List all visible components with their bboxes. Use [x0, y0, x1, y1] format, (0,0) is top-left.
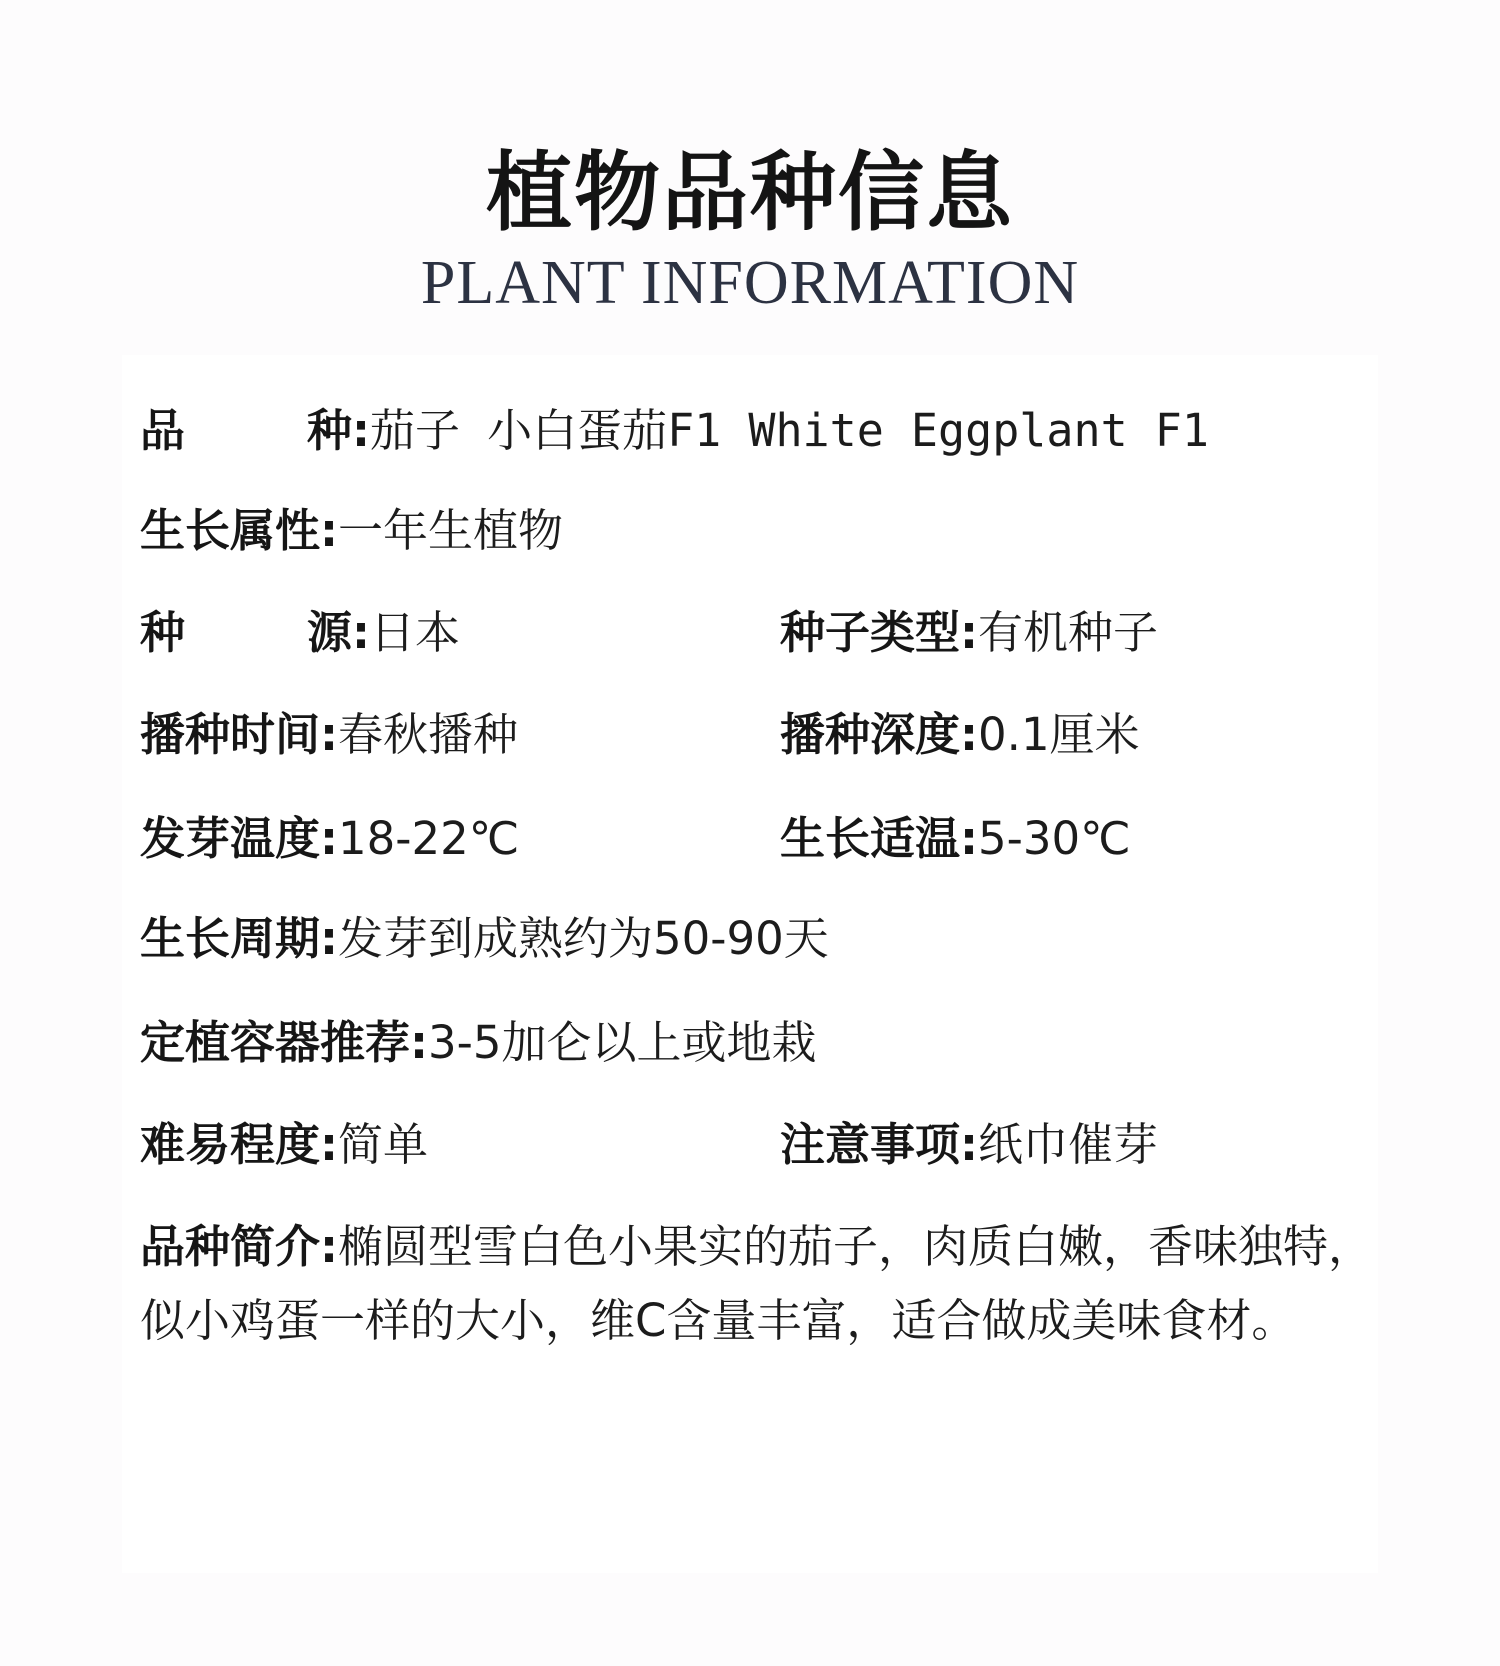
seed-type-label: 种子类型: [780, 606, 961, 659]
notes-label: 注意事项: [780, 1118, 961, 1171]
sowing-depth-label: 播种深度: [780, 708, 961, 761]
field-growth-temp: [780, 806, 1131, 872]
field-seed-type: [780, 600, 1158, 666]
growth-cycle-colon: :: [320, 912, 339, 965]
row-temperature: [140, 806, 1380, 872]
difficulty-value: 简单: [338, 1118, 429, 1171]
germination-temp-label: 发芽温度: [140, 812, 321, 865]
growth-cycle-label: 生长周期: [140, 912, 321, 965]
variety-value: 茄子 小白蛋茄F1 White Eggplant F1: [370, 404, 1209, 457]
germination-temp-value: 18-22℃: [338, 812, 520, 865]
row-variety: [140, 398, 1209, 464]
variety-introduction: [140, 1210, 1380, 1358]
sowing-depth-value: 0.1厘米: [978, 708, 1140, 761]
growth-attribute-label: 生长属性: [140, 504, 321, 557]
growth-temp-label: 生长适温: [780, 812, 961, 865]
sowing-depth-colon: :: [960, 708, 979, 761]
sowing-time-colon: :: [320, 708, 339, 761]
field-origin: [140, 600, 460, 666]
growth-temp-colon: :: [960, 812, 979, 865]
page-subtitle: PLANT INFORMATION: [420, 249, 1080, 317]
growth-attribute-colon: :: [320, 504, 339, 557]
introduction-value: 椭圆型雪白色小果实的茄子，肉质白嫩，香味独特，似小鸡蛋一样的大小，维C含量丰富，适合做成美味食材。: [140, 1220, 1374, 1347]
variety-colon: :: [352, 404, 370, 457]
seed-type-colon: :: [960, 606, 979, 659]
seed-type-value: 有机种子: [978, 606, 1159, 659]
introduction-colon: :: [320, 1220, 339, 1273]
row-difficulty-notes: [140, 1112, 1380, 1178]
variety-label: 品种: [140, 404, 352, 457]
germination-temp-colon: :: [320, 812, 339, 865]
field-sowing-depth: [780, 702, 1140, 768]
row-origin-seed-type: [140, 600, 1380, 666]
origin-colon: :: [352, 606, 370, 659]
row-growth-cycle: [140, 906, 829, 972]
page-title: 植物品种信息: [486, 143, 1014, 243]
notes-colon: :: [960, 1118, 979, 1171]
field-notes: [780, 1112, 1158, 1178]
field-difficulty: [140, 1112, 428, 1178]
origin-label: 种源: [140, 606, 352, 659]
field-sowing-time: [140, 702, 518, 768]
growth-temp-value: 5-30℃: [978, 812, 1131, 865]
difficulty-colon: :: [320, 1118, 339, 1171]
introduction-label: 品种简介: [140, 1220, 321, 1273]
sowing-time-label: 播种时间: [140, 708, 321, 761]
sowing-time-value: 春秋播种: [338, 708, 519, 761]
container-colon: :: [410, 1016, 429, 1069]
container-label: 定植容器推荐: [140, 1016, 411, 1069]
row-growth-attribute: [140, 498, 563, 564]
container-value: 3-5加仑以上或地栽: [428, 1016, 817, 1069]
notes-value: 纸巾催芽: [978, 1118, 1159, 1171]
row-container: [140, 1010, 817, 1076]
growth-attribute-value: 一年生植物: [338, 504, 564, 557]
origin-value: 日本: [370, 606, 461, 659]
difficulty-label: 难易程度: [140, 1118, 321, 1171]
row-sowing: [140, 702, 1380, 768]
growth-cycle-value: 发芽到成熟约为50-90天: [338, 912, 829, 965]
field-germination-temp: [140, 806, 519, 872]
